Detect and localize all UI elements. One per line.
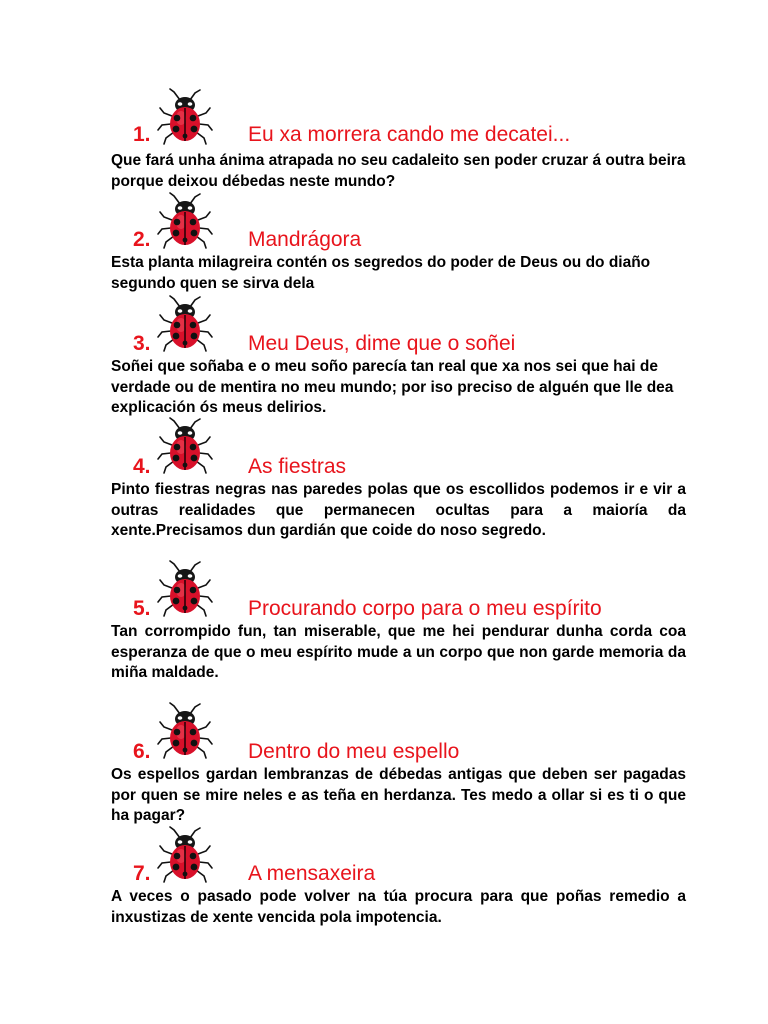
entry-number: 6. <box>133 740 151 763</box>
entry-description: Os espellos gardan lembranzas de débedas antigas que deben ser pagadas por quen se mire neles e as teña en herdanza. Tes medo a ollar si es ti o que ha pagar? <box>111 766 686 824</box>
ladybug-icon <box>155 415 215 475</box>
entry-description: Esta planta milagreira contén os segredos do poder de Deus ou do diaño segundo quen se sirva dela <box>111 254 651 292</box>
ladybug-icon <box>155 190 215 250</box>
entry-title-text: Dentro do meu espello <box>248 740 460 763</box>
ladybug-icon <box>155 824 215 884</box>
entry-title-text: Mandrágora <box>248 228 362 251</box>
entry-description: Soñei que soñaba e o meu soño parecía tan real que xa nos sei que hai de verdade ou de mentira no meu mundo; por iso preciso de alguén que lle dea explicación ós meus delirios. <box>111 358 674 416</box>
entry-number: 3. <box>133 332 151 355</box>
entry-title-text: As fiestras <box>248 455 347 478</box>
entry-description: Tan corrompido fun, tan miserable, que me hei pendurar dunha corda coa esperanza de que o meu espírito mude a un corpo que non garde memoria da miña maldade. <box>111 623 686 681</box>
entry-description: Que fará unha ánima atrapada no seu cadaleito sen poder cruzar á outra beira porque deixou débedas neste mundo? <box>111 152 686 190</box>
entry-number: 5. <box>133 597 151 620</box>
entry-number: 2. <box>133 228 151 251</box>
entry-title-text: Meu Deus, dime que o soñei <box>248 332 516 355</box>
entry-title-text: A mensaxeira <box>248 862 376 885</box>
entry-title-text: Eu xa morrera cando me decatei... <box>248 123 571 146</box>
entry-number: 4. <box>133 455 151 478</box>
ladybug-icon <box>155 558 215 618</box>
entry-number: 1. <box>133 123 151 146</box>
entry-number: 7. <box>133 862 151 885</box>
ladybug-icon <box>155 700 215 760</box>
entry-description: Pinto fiestras negras nas paredes polas que os escollidos podemos ir e vir a outras realidades que permanecen ocultas para a maioría da xente.Precisamos dun gardián que coide do noso segredo. <box>111 481 686 539</box>
entry-description: A veces o pasado pode volver na túa procura para que poñas remedio a inxustizas de xente vencida pola impotencia. <box>111 888 686 926</box>
ladybug-icon <box>155 86 215 146</box>
ladybug-icon <box>155 293 215 353</box>
entry-title-text: Procurando corpo para o meu espírito <box>248 597 602 620</box>
